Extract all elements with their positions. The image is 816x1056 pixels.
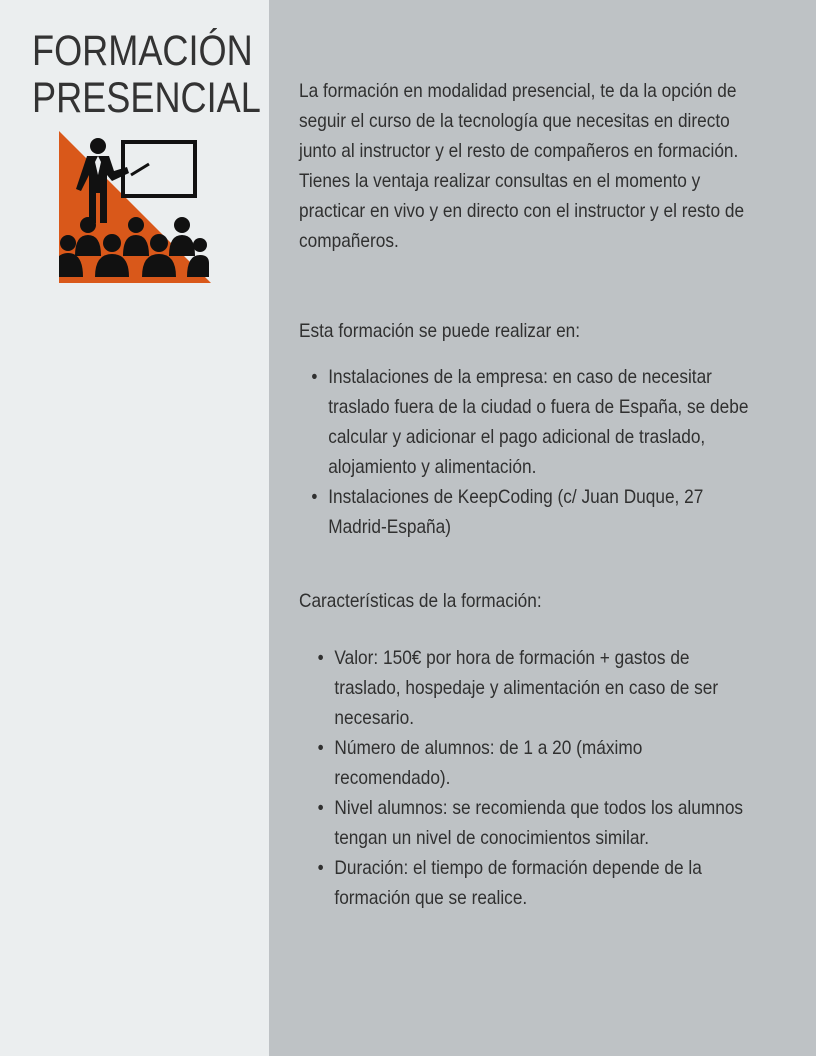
locations-section xyxy=(299,316,759,542)
list-item: • Instalaciones de KeepCoding (c/ Juan Duque, 27 Madrid-España) xyxy=(299,482,759,542)
title-line-2: PRESENCIAL xyxy=(32,74,261,122)
list-item: • Número de alumnos: de 1 a 20 (máximo recomendado). xyxy=(299,733,759,793)
title-line-1: FORMACIÓN xyxy=(32,27,253,75)
features-heading: Características de la formación: xyxy=(299,590,542,612)
features-section xyxy=(299,586,759,913)
locations-list xyxy=(299,362,759,542)
main-content xyxy=(269,0,816,1056)
list-item: • Nivel alumnos: se recomienda que todos los alumnos tengan un nivel de conocimientos similar. xyxy=(299,793,759,853)
features-list xyxy=(299,643,759,913)
page-title xyxy=(32,28,261,122)
list-item: • Duración: el tiempo de formación depende de la formación que se realice. xyxy=(299,853,759,913)
intro-paragraph: La formación en modalidad presencial, te da la opción de seguir el curso de la tecnología que necesitas en directo junto al instructor y el resto de compañeros en formación. Tienes la ventaja realizar consultas en el momento y practicar en vivo y en directo con el instructor y el resto de compañeros. xyxy=(299,80,745,252)
list-item: • Valor: 150€ por hora de formación + gastos de traslado, hospedaje y alimentación en caso de ser necesario. xyxy=(299,643,759,733)
sidebar xyxy=(0,0,269,1056)
list-item: • Instalaciones de la empresa: en caso de necesitar traslado fuera de la ciudad o fuera de España, se debe calcular y adicionar el pago adicional de traslado, alojamiento y alimentación. xyxy=(299,362,759,482)
locations-heading: Esta formación se puede realizar en: xyxy=(299,320,581,342)
classroom-presentation-icon xyxy=(59,131,211,283)
